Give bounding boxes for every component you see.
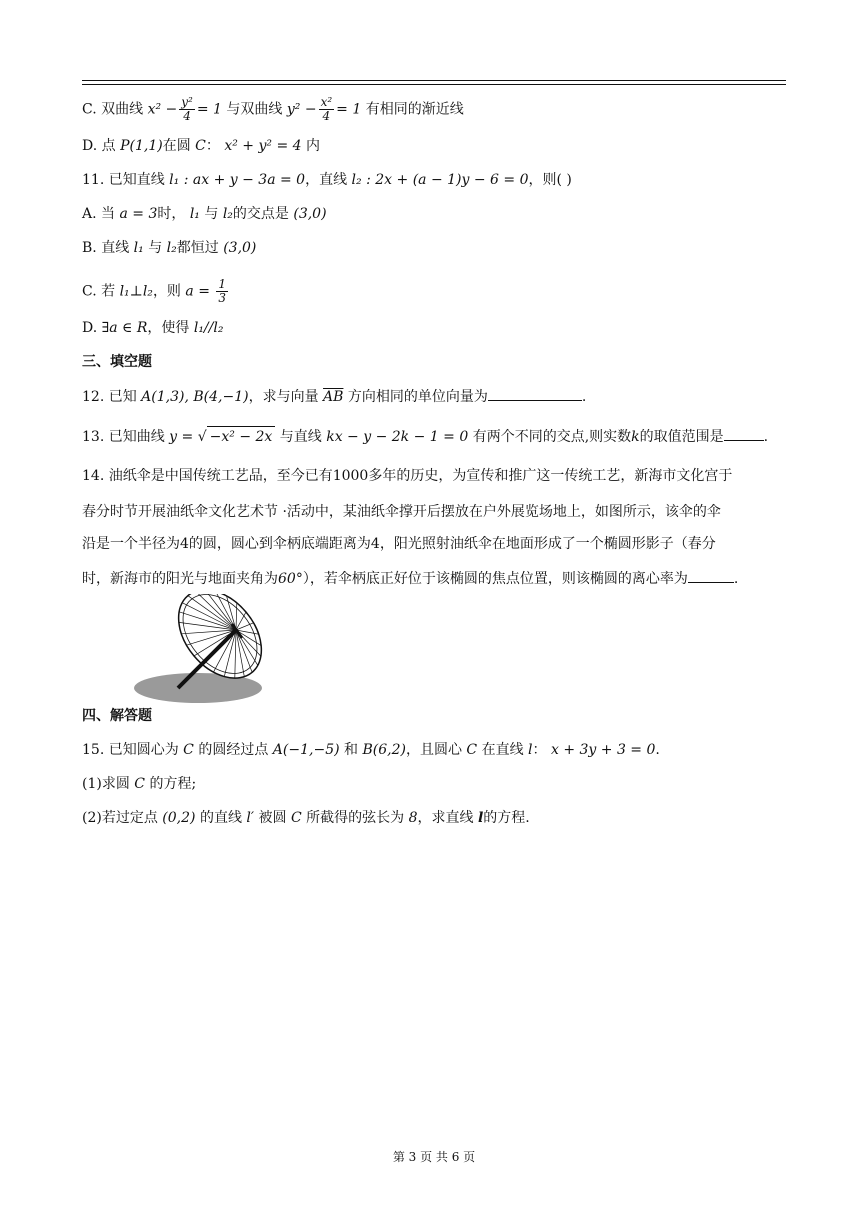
fraction: $\frac{\text{y²}}{4}$ bbox=[181, 95, 193, 123]
answer-blank[interactable] bbox=[688, 568, 734, 583]
q15-part-2: (2)若过定点 (0,2) 的直线 l′ 被圆 C 所截得的弦长为 8，求直线 l的方程. bbox=[82, 810, 530, 826]
q10-option-c: C. 双曲线 x² − $\frac{\text{y²}}{4}$ = 1 与双曲线 y² − $\frac{\text{x²}}{4}$ = 1 有相同的渐近线 bbox=[82, 95, 464, 123]
page-footer: 第 3 页 共 6 页 bbox=[392, 1150, 476, 1164]
oil-paper-umbrella-figure bbox=[132, 594, 284, 706]
q14-line-2: 春分时节开展油纸伞文化艺术节 ·活动中，某油纸伞撑开后摆放在户外展览场地上，如图所示，该伞的伞 bbox=[82, 504, 721, 520]
q12: 12. 已知 A(1,3), B(4,−1)，求与向量 $\overline{AB}$ 方向相同的单位向量为 . bbox=[82, 386, 586, 407]
q11-stem: 11. 已知直线 l₁ : ax + y − 3a = 0，直线 l₂ : 2x + (a − 1)y − 6 = 0，则( ) bbox=[82, 172, 572, 188]
answer-blank[interactable] bbox=[724, 426, 764, 441]
q14-line-4: 时，新海市的阳光与地面夹角为60°），若伞柄底正好位于该椭圆的焦点位置，则该椭圆的离心率为 . bbox=[82, 568, 738, 589]
q15-stem: 15. 已知圆心为 C 的圆经过点 A(−1,−5) 和 B(6,2)，且圆心 C 在直线 l： x + 3y + 3 = 0. bbox=[82, 742, 660, 758]
q11-option-c: C. 若 l₁⊥l₂，则 a = $\frac{1}{3}$ bbox=[82, 277, 227, 305]
section-title-fill-in: 三、填空题 bbox=[82, 354, 152, 370]
q11-option-d: D. ∃a ∈ R，使得 l₁//l₂ bbox=[82, 320, 224, 336]
q14-line-3: 沿是一个半径为4的圆，圆心到伞柄底端距离为4，阳光照射油纸伞在地面形成了一个椭圆形影子（春分 bbox=[82, 536, 716, 552]
header-rule-2 bbox=[82, 84, 786, 85]
q11-option-a: A. 当 a = 3时， l₁ 与 l₂的交点是 (3,0) bbox=[82, 206, 327, 222]
header-rule bbox=[82, 80, 786, 81]
q13: 13. 已知曲线 y = √ −x² − 2x 与直线 kx − y − 2k − 1 = 0 有两个不同的交点,则实数k的取值范围是 . bbox=[82, 426, 768, 447]
q10-option-d: D. 点 P(1,1)在圆 C： x² + y² = 4 内 bbox=[82, 138, 320, 154]
sqrt-symbol: √ bbox=[197, 429, 207, 445]
q14-line-1: 14. 油纸伞是中国传统工艺品，至今已有1000多年的历史，为宣传和推广这一传统工艺，新海市文化宫于 bbox=[82, 468, 733, 484]
section-title-solutions: 四、解答题 bbox=[82, 708, 152, 724]
fraction: $\frac{1}{3}$ bbox=[218, 277, 227, 305]
fraction: $\frac{\text{x²}}{4}$ bbox=[320, 95, 333, 123]
q15-part-1: (1)求圆 C 的方程; bbox=[82, 776, 197, 792]
answer-blank[interactable] bbox=[488, 386, 582, 401]
q11-option-b: B. 直线 l₁ 与 l₂都恒过 (3,0) bbox=[82, 240, 257, 256]
